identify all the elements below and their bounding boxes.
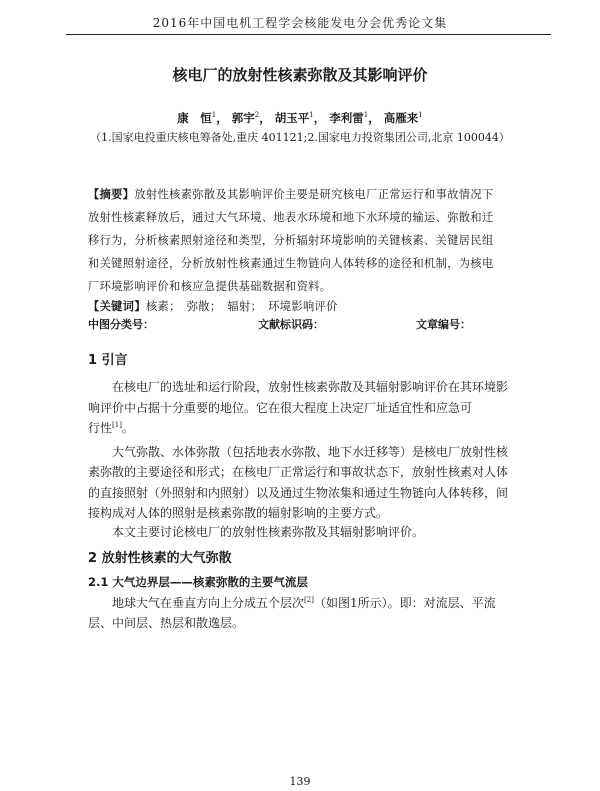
abstract-label: 【摘要】 — [88, 187, 135, 201]
page-number: 139 — [289, 775, 311, 788]
author-affiliation-mark: 1 — [211, 111, 217, 120]
body-line: 在核电厂的选址和运行阶段，放射性核素弥散及其辐射影响评价在其环境影 — [112, 380, 509, 394]
body-line: 接构成对人体的照射是核素弥散的辐射影响的主要方式。 — [88, 506, 389, 520]
author-affiliation-mark: 1 — [418, 111, 423, 120]
subsection-heading: 2.1 大气边界层——核素弥散的主要气流层 — [88, 575, 308, 589]
citation-mark: [1] — [112, 421, 122, 429]
citation-mark: [2] — [304, 596, 314, 604]
abstract-line: 厂环境影响评价和核应急提供基础数据和资料。 — [88, 280, 332, 293]
document-code-label: 文献标识码： — [258, 318, 324, 331]
body-line: 本文主要讨论核电厂的放射性核素弥散及其辐射影响评价。 — [112, 525, 425, 539]
body-text: 地球大气在垂直方向上分成五个层次 — [112, 596, 305, 610]
body-line: 的直接照射（外照射和内照射）以及通过生物浓集和通过生物链向人体转移，间 — [88, 486, 509, 500]
keywords-line — [88, 298, 338, 314]
body-line: 素弥散的主要途径和形式；在核电厂正常运行和事故状态下，放射性核素对人体 — [88, 465, 509, 479]
author-list: 康 恒$^1$， 郭宇$^2$， 胡玉平$^1$， 李利雷$^1$， 高雁来$^1$ — [177, 111, 423, 125]
body-text: （如图1所示）。即：对流层、平流 — [313, 596, 496, 610]
body-text: 。 — [121, 421, 134, 435]
abstract-line: 移行为，分析核素照射途径和类型，分析辐射环境影响的关键核素、关键居民组 — [88, 234, 494, 247]
clc-number-label: 中图分类号： — [88, 318, 154, 331]
author-name: 郭宇 — [231, 111, 255, 125]
author-name: 康 恒 — [177, 111, 212, 125]
abstract-line: 和关键照射途径，分析放射性核素通过生物链向人体转移的途径和机制，为核电 — [88, 257, 494, 270]
abstract-line: 放射性核素释放后，通过大气环境、地表水环境和地下水环境的输运、弥散和迁 — [88, 211, 494, 224]
author-affiliation-mark: 2 — [254, 111, 260, 120]
body-line — [112, 594, 496, 611]
running-header: 2016年中国电机工程学会核能发电分会优秀论文集 — [152, 16, 448, 30]
body-line: 大气弥散、水体弥散（包括地表水弥散、地下水迁移等）是核电厂放射性核 — [112, 445, 509, 459]
section-heading: 2 放射性核素的大气弥散 — [88, 551, 232, 566]
body-line: 响评价中占据十分重要的地位。它在很大程度上决定厂址适宜性和应急可 — [88, 401, 473, 415]
abstract-line — [88, 186, 494, 202]
keywords-label: 【关键词】 — [88, 299, 146, 313]
affiliation: （1.国家电投重庆核电筹备处,重庆 401121;2.国家电力投资集团公司,北京 100044） — [90, 131, 510, 144]
author-affiliation-mark: 1 — [309, 111, 314, 120]
author-name: 高雁来 — [383, 111, 419, 125]
article-number-label: 文章编号： — [416, 318, 471, 331]
section-heading: 1 引言 — [88, 353, 128, 368]
author-name: 李利雷 — [329, 111, 364, 125]
body-line — [88, 419, 134, 436]
keywords-text: 核素； 弥散； 辐射； 环境影响评价 — [145, 300, 338, 313]
paper-title: 核电厂的放射性核素弥散及其影响评价 — [172, 66, 428, 84]
abstract-text: 放射性核素弥散及其影响评价主要是研究核电厂正常运行和事故情况下 — [134, 188, 494, 201]
body-text: 行性 — [88, 421, 113, 435]
body-line: 层、中间层、热层和散逸层。 — [88, 616, 245, 630]
header-rule — [66, 34, 551, 35]
author-affiliation-mark: 1 — [363, 111, 369, 120]
author-name: 胡玉平 — [274, 111, 310, 125]
